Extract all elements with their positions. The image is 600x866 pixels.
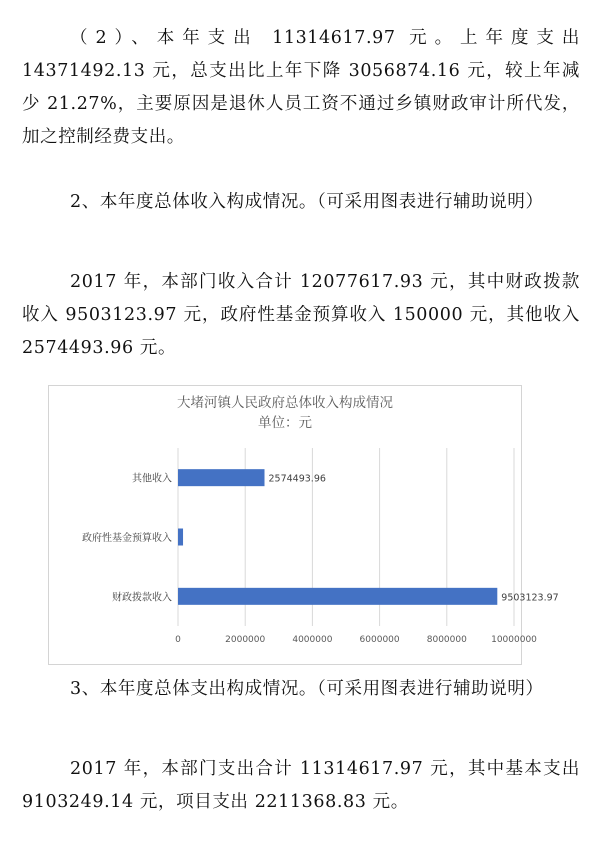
heading-expenditure-composition: 3、本年度总体支出构成情况。（可采用图表进行辅助说明） — [70, 679, 544, 699]
x-tick-label: 8000000 — [426, 635, 467, 645]
category-label: 其他收入 — [132, 473, 172, 485]
chart-plot — [49, 386, 559, 664]
paragraph-expenditure-summary: （2）、本年支出 11314617.97 元。上年度支出 14371492.13 元，总支出比上年下降 3056874.16 元，较上年减少 21.27%，主要原因是退休人员工资不通过乡镇财政审计所代发，加之控制经费支出。 — [22, 28, 580, 147]
chart-title: 大堵河镇人民政府总体收入构成情况 — [177, 395, 393, 411]
chart-subtitle: 单位：元 — [258, 415, 312, 431]
data-label: 9503123.97 — [501, 592, 559, 604]
category-label: 政府性基金预算收入 — [82, 533, 172, 544]
category-label: 财政拨款收入 — [112, 592, 172, 604]
paragraph-expenditure-detail: 2017 年，本部门支出合计 11314617.97 元，其中基本支出 9103249.14 元，项目支出 2211368.83 元。 — [22, 759, 580, 812]
heading-income-composition: 2、本年度总体收入构成情况。（可采用图表进行辅助说明） — [70, 192, 544, 212]
bar — [178, 529, 183, 546]
x-tick-label: 0 — [175, 635, 181, 645]
bar — [178, 469, 265, 486]
x-tick-label: 4000000 — [292, 635, 333, 645]
bar — [178, 588, 497, 605]
x-tick-label: 6000000 — [359, 635, 400, 645]
paragraph-income-summary: 2017 年，本部门收入合计 12077617.93 元，其中财政拨款收入 9503123.97 元，政府性基金预算收入 150000 元，其他收入 2574493.96 元。 — [22, 272, 580, 358]
data-label: 2574493.96 — [268, 473, 326, 485]
x-tick-label: 2000000 — [225, 635, 266, 645]
x-tick-label: 10000000 — [491, 635, 537, 645]
income-composition-chart — [48, 385, 559, 665]
